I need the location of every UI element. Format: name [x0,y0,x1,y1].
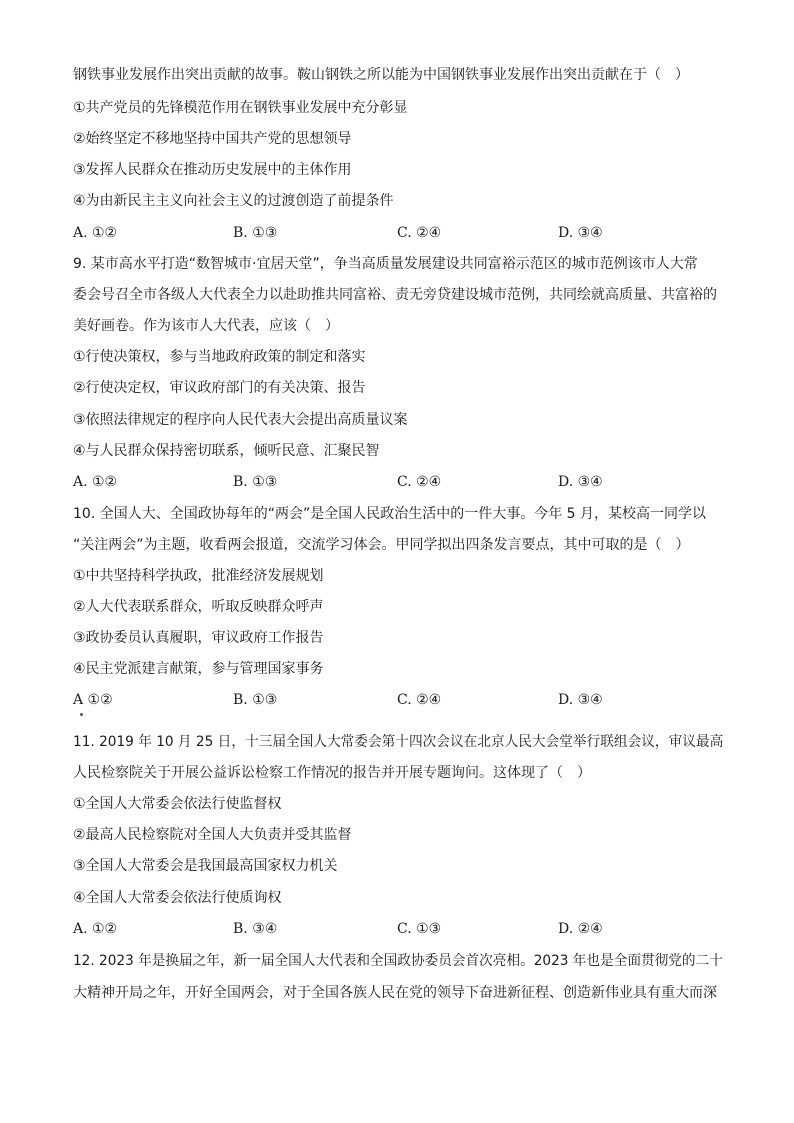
q11-option-a: A. ①② [73,921,118,937]
q9-item-1: ①行使决策权，参与当地政府政策的制定和落实 [73,349,366,365]
q11-item-2: ②最高人民检察院对全国人大负责并受其监督 [73,827,352,843]
q8-item-4: ④为由新民主主义向社会主义的过渡创造了前提条件 [73,193,394,209]
q11-option-c: C. ①③ [397,921,442,937]
q8-option-a: A. ①② [73,225,118,241]
q9-option-c: C. ②④ [397,474,442,490]
q10-item-4: ④民主党派建言献策，参与管理国家事务 [73,661,324,677]
q10-option-b: B. ①③ [233,692,278,708]
q10-option-d: D. ③④ [558,692,603,708]
q10-item-1: ①中共坚持科学执政，批准经济发展规划 [73,568,324,584]
q10-item-2: ②人大代表联系群众，听取反映群众呼声 [73,599,324,615]
q9-stem-line-3: 美好画卷。作为该市人大代表，应该（ ） [73,318,339,334]
q9-item-3: ③依照法律规定的程序向人民代表大会提出高质量议案 [73,412,408,428]
stray-mark [80,713,83,716]
q9-option-b: B. ①③ [233,474,278,490]
q10-stem-line-1: 10. 全国人大、全国政协每年的“两会”是全国人民政治生活中的一件大事。今年 5 月，某校高一同学以 [73,506,707,522]
q11-stem-line-1: 11. 2019 年 10 月 25 日，十三届全国人大常委会第十四次会议在北京人民大会堂举行联组会议，审议最高 [73,734,724,750]
q11-stem-line-2: 人民检察院关于开展公益诉讼检察工作情况的报告并开展专题询问。这体现了（ ） [73,765,591,781]
q11-item-3: ③全国人大常委会是我国最高国家权力机关 [73,858,338,874]
q9-item-2: ②行使决定权，审议政府部门的有关决策、报告 [73,380,366,396]
q12-stem-line-1: 12. 2023 年是换届之年，新一届全国人大代表和全国政协委员会首次亮相。2023 年也是全面贯彻党的二十 [73,953,723,969]
q9-stem-line-1: 9. 某市高水平打造“数智城市·宜居天堂”，争当高质量发展建设共同富裕示范区的城市范例该市人大常 [73,256,698,272]
q8-item-1: ①共产党员的先锋模范作用在钢铁事业发展中充分彰显 [73,100,408,116]
q11-option-b: B. ③④ [233,921,278,937]
q10-item-3: ③政协委员认真履职，审议政府工作报告 [73,630,324,646]
q9-stem-line-2: 委会号召全市各级人大代表全力以赴助推共同富裕、责无旁贷建设城市范例，共同绘就高质量、共富裕的 [73,287,717,303]
q8-option-b: B. ①③ [233,225,278,241]
q8-option-c: C. ②④ [397,225,442,241]
q9-option-d: D. ③④ [558,474,603,490]
q9-item-4: ④与人民群众保持密切联系，倾听民意、汇聚民智 [73,443,380,459]
q10-option-c: C. ②④ [397,692,442,708]
q8-stem-tail: 钢铁事业发展作出突出贡献的故事。鞍山钢铁之所以能为中国钢铁事业发展作出突出贡献在于（ ） [73,67,689,83]
q12-stem-line-2: 大精神开局之年，开好全国两会，对于全国各族人民在党的领导下奋进新征程、创造新伟业具有重大而深 [73,985,717,1001]
q11-option-d: D. ②④ [558,921,603,937]
q11-item-1: ①全国人大常委会依法行使监督权 [73,796,282,812]
q8-item-3: ③发挥人民群众在推动历史发展中的主体作用 [73,162,352,178]
q9-option-a: A. ①② [73,474,118,490]
q8-item-2: ②始终坚定不移地坚持中国共产党的思想领导 [73,131,352,147]
q11-item-4: ④全国人大常委会依法行使质询权 [73,890,282,906]
q8-option-d: D. ③④ [558,225,603,241]
q10-stem-line-2: “关注两会”为主题，收看两会报道，交流学习体会。甲同学拟出四条发言要点，其中可取的是（ ） [73,537,690,553]
q10-option-a: A ①② [73,692,113,708]
